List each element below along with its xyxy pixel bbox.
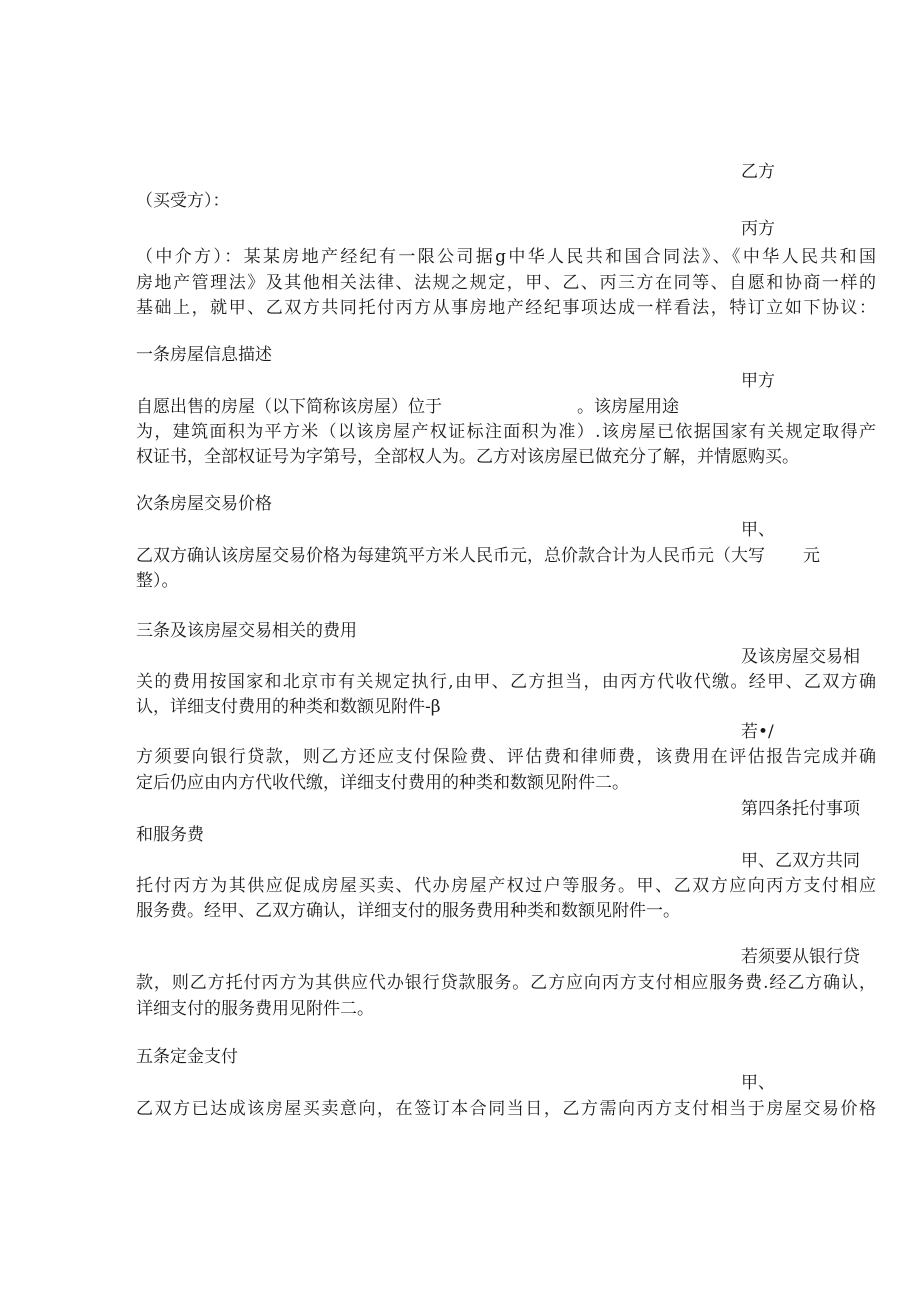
article-3-title: 三条及该房屋交易相关的费用	[136, 621, 357, 641]
article-4-title-part-b: 和服务费	[136, 825, 204, 845]
article-1-line-1-part-a: 自愿出售的房屋（以下简称该房屋）位于	[136, 397, 442, 417]
article-2-line-1-part-a: 乙双方确认该房屋交易价格为每建筑平方米人民币元，总价款合计为人民币元（大写	[136, 546, 765, 566]
article-4-lead: 甲、乙双方共同	[741, 851, 860, 871]
article-3-line-2: 认，详细支付费用的种类和数额见附件-β	[136, 697, 441, 717]
article-1-lead: 甲方	[741, 371, 775, 391]
article-1-line-2: 为，建筑面积为平方米（以该房屋产权证标注面积为准）.该房屋已依据国家有关规定取得产	[136, 422, 876, 442]
article-5-title: 五条定金支付	[136, 1047, 238, 1067]
article-3-line-3: 方须要向银行贷款，则乙方还应支付保险费、评估费和律师费，该费用在评估报告完成并确	[136, 747, 876, 767]
intro-line-1: （中介方）：某某房地产经纪有一限公司据g中华人民共和国合同法》、《中华人民共和国	[136, 247, 876, 267]
article-5-line-1: 乙双方已达成该房屋买卖意向，在签订本合同当日，乙方需向丙方支付相当于房屋交易价格	[136, 1099, 876, 1119]
intro-line-3: 基础上，就甲、乙双方共同托付丙方从事房地产经纪事项达成一样看法，特订立如下协议：	[136, 298, 876, 318]
article-2-line-2: 整）。	[136, 571, 179, 591]
article-2-lead: 甲、	[741, 520, 775, 540]
party-b-role: （买受方）：	[136, 191, 230, 211]
article-3-line-1: 关的费用按国家和北京市有关规定执行,由甲、乙方担当，由丙方代收代缴。经甲、乙双方确	[136, 672, 876, 692]
party-c-label: 丙方	[741, 219, 775, 239]
article-1-title: 一条房屋信息描述	[136, 345, 272, 365]
article-4-line-2: 服务费。经甲、乙双方确认，详细支付的服务费用种类和数额见附件一。	[136, 901, 680, 921]
article-4-line-3: 款，则乙方托付丙方为其供应代办银行贷款服务。乙方应向丙方支付相应服务费.经乙方确认，	[136, 973, 876, 993]
party-b-label: 乙方	[741, 162, 775, 182]
article-1-line-1-part-b: 。该房屋用途	[577, 397, 679, 417]
article-1-line-3: 权证书，全部权证号为字第号，全部权人为。乙方对该房屋已做充分了解，并情愿购买。	[136, 447, 799, 467]
article-5-lead: 甲、	[741, 1073, 775, 1093]
article-1-line-1	[136, 396, 679, 418]
article-2-line-1-part-b: 元	[803, 546, 820, 566]
article-2-line-1	[136, 545, 820, 567]
article-3-lead-2: 若•/	[741, 722, 774, 742]
article-4-title-part-a: 第四条托付事项	[741, 799, 860, 819]
article-4-line-1: 托付丙方为其供应促成房屋买卖、代办房屋产权过户等服务。甲、乙双方应向丙方支付相应	[136, 876, 876, 896]
article-3-line-4: 定后仍应由内方代收代缴，详细支付费用的种类和数额见附件二。	[136, 773, 629, 793]
article-2-title: 次条房屋交易价格	[136, 494, 272, 514]
article-4-lead-2: 若须要从银行贷	[741, 947, 860, 967]
article-4-line-4: 详细支付的服务费用见附件二。	[136, 999, 374, 1019]
intro-line-2: 房地产管理法》及其他相关法律、法规之规定，甲、乙、丙三方在同等、自愿和协商一样的	[136, 273, 876, 293]
article-3-lead: 及该房屋交易相	[741, 647, 860, 667]
